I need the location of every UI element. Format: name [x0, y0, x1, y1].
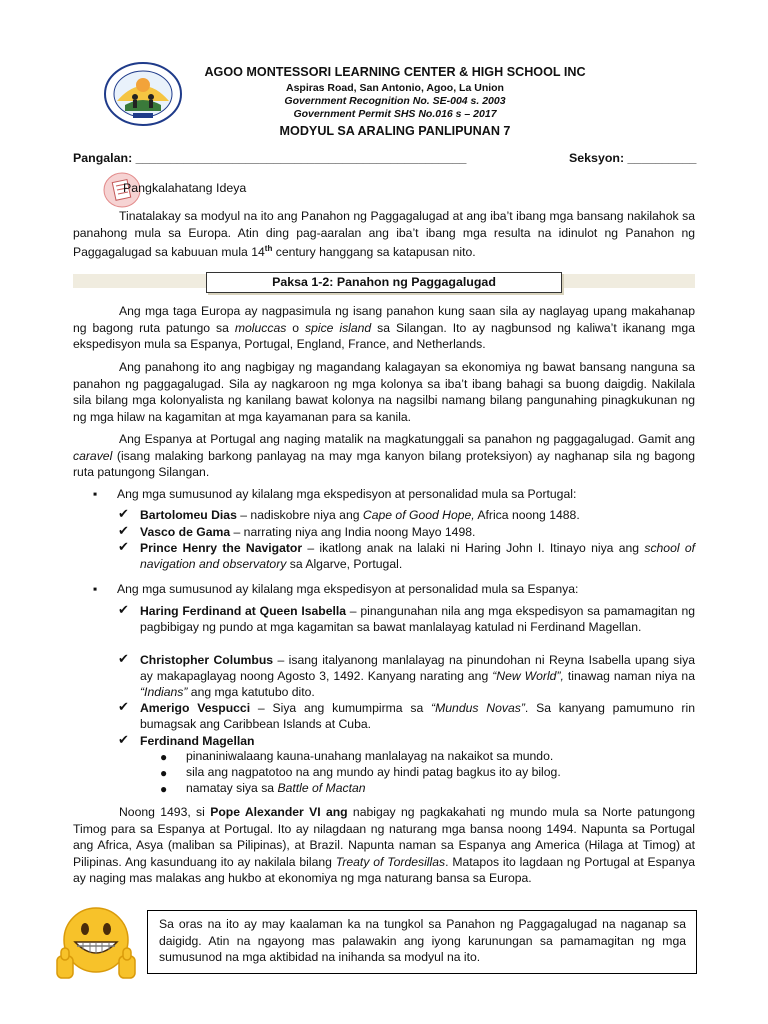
note-text: Sa oras na ito ay may kaalaman ka na tungkol sa Panahon ng Paggagalugad na naganap sa daigidg. Atin na ngayong mas palawakin ang iyong karunungan sa pamamagitan ng mga sumusunod na mga aktibidad na inihanda sa modyul na ito.	[159, 917, 686, 964]
square-bullet-icon: ▪	[93, 582, 98, 596]
paragraph-2: Ang panahong ito ang nagbigay ng magandang kalagayan sa ekonomiya ng bawat bansang nanguna sa panahon ng paggagalugad. Sila ay nagkaroon ng mga kolonya sa iba’t ibang bahagi sa buong daigdig. Nakilala sila bilang mga kolonyalista ng kanilang bawat kolonya na nagsilbi namang bilang pangunahing pinagkukunan ng ng mga hilaw na kagamitan at mga kayamanan para sa kanila.	[73, 360, 695, 424]
portugal-intro: Ang mga sumusunod ay kilalang mga ekspedisyon at personalidad mula sa Portugal:	[117, 487, 577, 501]
school-name: AGOO MONTESSORI LEARNING CENTER & HIGH SCHOOL INC	[204, 65, 586, 79]
item-ferdinand-magellan: Ferdinand Magellan	[140, 734, 255, 748]
section-field: Seksyon: __________	[569, 151, 697, 165]
check-icon: ✔	[118, 506, 129, 521]
magellan-point-1: pinaniniwalaang kauna-unahang manlalayag na nakaikot sa mundo.	[186, 749, 554, 763]
paragraph-3: Ang Espanya at Portugal ang naging matalik na magkatunggali sa panahon ng paggagalugad. Gamit ang caravel (isang malaking barkong panlayag na may mga kanyon bilang proteksiyon) ay naghanap sila ng bagong ruta patungong Silangan.	[73, 432, 695, 479]
paragraph-1: Ang mga taga Europa ay nagpasimula ng isang panahon kung saan sila ay naglayag upang makahanap ng bagong ruta patungo sa moluccas o spice island sa Silangan. Ito ay nagbunsod ng kaliwa’t ikanang mga ekspedisyon mula sa Espanya, Portugal, England, France, and Netherlands.	[73, 304, 695, 351]
magellan-point-2: sila ang nagpatotoo na ang mundo ay hindi patag bagkus ito ay bilog.	[186, 765, 561, 779]
overview-paragraph: Tinatalakay sa modyul na ito ang Panahon ng Paggagalugad at ang iba’t ibang mga bansang nakilahok sa panahong mula sa Europa. Atin ding pag-aaralan ang iba’t ibang mga resulta na idinulot ng Panahon ng Paggagalugad sa kabuuan mula 14th century hanggang sa katapusan nito.	[73, 209, 695, 260]
check-icon: ✔	[118, 539, 129, 554]
item-bartolomeu-dias: Bartolomeu Dias – nadiskobre niya ang Cape of Good Hope, Africa noong 1488.	[140, 508, 580, 522]
module-title: MODYUL SA ARALING PANLIPUNAN 7	[279, 124, 511, 138]
school-address: Aspiras Road, San Antonio, Agoo, La Union	[286, 82, 504, 94]
name-field: Pangalan: ________________________________________________	[73, 151, 467, 165]
item-christopher-columbus: Christopher Columbus – isang italyanong manlalayag na pinundohan ni Reyna Isabella upang siya ay makapaglayag noong Agosto 3, 1492. Kanyang narating ang “New World”, tinawag naman niya na “Indians” ang mga katutubo dito.	[140, 653, 695, 699]
dot-bullet-icon: ●	[160, 782, 168, 796]
magellan-point-3: namatay siya sa Battle of Mactan	[186, 781, 366, 795]
check-icon: ✔	[118, 732, 129, 747]
topic-title: Paksa 1-2: Panahon ng Paggagalugad	[206, 272, 562, 293]
check-icon: ✔	[118, 651, 129, 666]
dot-bullet-icon: ●	[160, 750, 168, 764]
overview-heading: Pangkalahatang Ideya	[123, 181, 247, 195]
note-box	[147, 910, 697, 974]
government-recognition: Government Recognition No. SE-004 s. 2003	[284, 95, 506, 107]
government-permit: Government Permit SHS No.016 s – 2017	[293, 108, 497, 120]
check-icon: ✔	[118, 699, 129, 714]
item-vasco-de-gama: Vasco de Gama – narrating niya ang India noong Mayo 1498.	[140, 525, 476, 539]
closing-paragraph: Noong 1493, si Pope Alexander VI ang nabigay ng pagkakahati ng mundo mula sa Norte patungong Timog para sa Espanya at Portugal. Ito ay nilagdaan ng naturang mga bansa noong 1494. Napunta sa Portugal ang Africa, Asya (maliban sa Pilipinas), at Brazil. Napunta naman sa Espanya ang America (Hilaga at Timog) at Pilipinas. Ang kasunduang ito ay nakilala bilang Treaty of Tordesillas. Matapos ito lagdaan ng Portugal at Espanya ay naging mas malakas ang hukbo at ekonomiya ng mga naturang bansa sa Europa.	[73, 805, 695, 885]
check-icon: ✔	[118, 602, 129, 617]
item-ferdinand-isabella: Haring Ferdinand at Queen Isabella – pinangunahan nila ang mga ekspedisyon sa pamamagitan ng pagbibigay ng pundo at mga kagamitan sa bawat manlalayag katulad ni Ferdinand Magellan.	[140, 604, 696, 634]
item-prince-henry: Prince Henry the Navigator – ikatlong anak na lalaki ni Haring John I. Itinayo niya ang school of navigation and observatory sa Algarve, Portugal.	[140, 541, 696, 571]
item-amerigo-vespucci: Amerigo Vespucci – Siya ang kumumpirma sa “Mundus Novas”. Sa kanyang pamumuno rin bumagsak ang Caribbean Islands at Cuba.	[140, 701, 695, 731]
dot-bullet-icon: ●	[160, 766, 168, 780]
check-icon: ✔	[118, 523, 129, 538]
smiley-thumbs-up-icon	[53, 902, 139, 984]
square-bullet-icon: ▪	[93, 487, 98, 501]
espanya-intro: Ang mga sumusunod ay kilalang mga ekspedisyon at personalidad mula sa Espanya:	[117, 582, 579, 596]
